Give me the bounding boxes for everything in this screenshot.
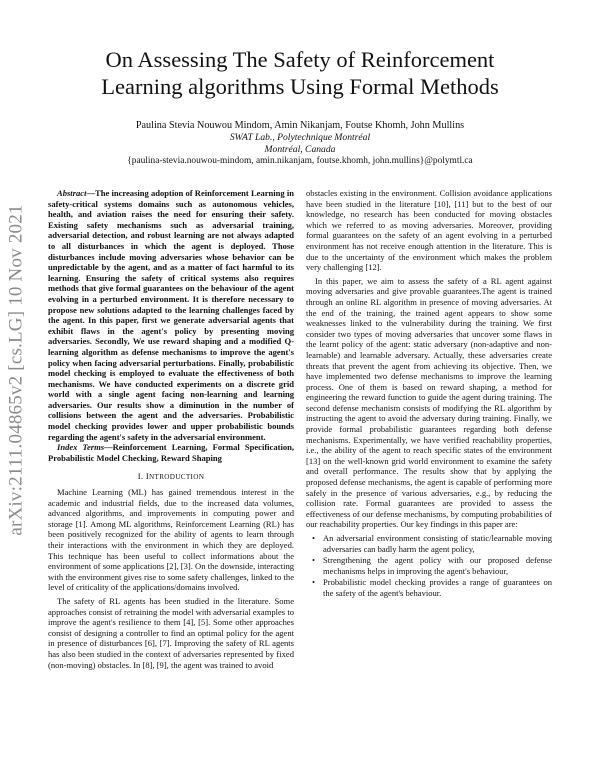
intro-paragraph-3: obstacles existing in the environment. Collision avoidance applications have been studied in the literature [10], [11] but to the best of our knowledge, no research has been conducted for moving obstacles which we referred to as moving adversaries. Moreover, providing formal guarantees on the safety of an agent evolving in a perturbed environment has not receive enough attention in the literature. This is due to the uncertainty of the environment which makes the problem very challenging [12].: [306, 188, 552, 273]
finding-item: • Probabilistic model checking provides a range of guarantees on the safety of the agent's behaviour.: [306, 577, 552, 598]
affiliation-lab: SWAT Lab., Polytechnique Montréal: [229, 132, 371, 143]
abstract: [48, 188, 294, 442]
index-terms-text: —Reinforcement Learning, Formal Specification, Probabilistic Model Checking, Reward Shaping: [48, 442, 294, 463]
affiliation: [60, 132, 540, 155]
arxiv-id-text: arXiv:2111.04865v2 [cs.LG] 10 Nov 2021: [6, 204, 28, 536]
finding-item: • Strengthening the agent policy with our proposed defense mechanisms helps in improving the agent's behaviour,: [306, 555, 552, 576]
index-terms-label: Index Terms: [57, 442, 105, 453]
section-title-rest: NTRODUCTION: [149, 473, 205, 482]
author-emails: {paulina-stevia.nouwou-mindom, amin.nikanjam, foutse.khomh, john.mullins}@polymtl.ca: [127, 156, 473, 166]
affiliation-location: Montréal, Canada: [264, 143, 336, 155]
intro-paragraph-1: Machine Learning (ML) has gained tremendous interest in the academic and industrial fields, due to the increased data volumes, advanced algorithms, and improvements in computing power and storage [1]. Among ML algorithms, Reinforcement Learning (RL) has been positively recognized for the ability of agents to learn through their interactions with the environment in which they are deployed. This technique has been useful to collect informations about the environment of some applications [2], [3]. On the downside, interacting with the environment gives rise to some safety challenges, linked to the level of criticality of the applications/domains involved.: [48, 487, 294, 593]
abstract-text: —The increasing adoption of Reinforcement Learning in safety-critical systems domains such as autonomous vehicles, health, and aviation raises the need for ensuring their safety. Existing safety mechanisms such as adversarial training, adversarial detection, and robust learning are not always adapted to all disturbances in which the agent is deployed. Those disturbances include moving adversaries whose behavior can be unpredictable by the agent, and as a matter of fact harmful to its learning. Ensuring the safety of critical systems also requires methods that give formal guarantees on the behaviour of the agent evolving in a perturbed environment. It is therefore necessary to propose new solutions adapted to the learning challenges faced by the agent. In this paper, first we generate adversarial agents that exhibit flaws in the agent's policy by presenting moving adversaries. Secondly, We use reward shaping and a modified Q-learning algorithm as defense mechanisms to improve the agent's policy when facing adversarial perturbations. Finally, probabilistic model checking is employed to evaluate the effectiveness of both mechanisms. We have conducted experiments on a discrete grid world with a single agent facing non-learning and learning adversaries. Our results show a diminution in the number of collisions between the agent and the adversaries. Probabilistic model checking provides lower and upper probabilistic bounds regarding the agent's safety in the adversarial environment.: [48, 188, 294, 442]
intro-paragraph-4: In this paper, we aim to assess the safety of a RL agent against moving adversaries and give provable guarantees.The agent is trained through an online RL algorithm in presence of moving adversaries. At the end of the training, the trained agent appears to show some weaknesses linked to the vulnerability during the training. We first consider two types of moving adversaries that uncover some flaws in the learnt policy of the agent: static adversary (non-adaptive and non-learnable) and learnable adversary. Actually, these adversaries create threats that prevent the agent from achieving its objective. Then, we have implemented two defense mechanisms to improve the learning process. One of them is based on reward shaping, a method for engineering the reward function to guide the agent during training. The second defense mechanism consists of modifying the RL algorithm by instructing the agent to avoid the adversary during training. Finally, we provide formal probabilistic guarantees regarding both defense mechanisms. Experimentally, we have verified reachability properties, i.e., the ability of the agent to reach specific states of the environment [13] on the well-known grid world environment to examine the safety and overall performance. The results show that by applying the proposed defense mechanisms, the agent is capable of performing more safely in the presence of various adversaries, e.g., by reducing the collision rate. Formal guarantees are provided to assess the effectiveness of our defense mechanisms, by computing probabilities of our reachability properties. Our key findings in this paper are:: [306, 275, 552, 530]
index-terms: [48, 442, 294, 463]
author-list: Paulina Stevia Nouwou Mindom, Amin Nikanjam, Foutse Khomh, John Mullins: [135, 120, 465, 131]
left-column: [48, 188, 294, 673]
paper-title: [60, 46, 540, 100]
section-initial: I: [145, 471, 150, 482]
section-numeral: I.: [137, 471, 144, 482]
key-findings-list: [306, 533, 552, 599]
abstract-label: Abstract: [57, 188, 87, 198]
finding-item: • An adversarial environment consisting of static/learnable moving adversaries can badly harm the agent policy,: [306, 533, 552, 554]
right-column: [306, 188, 552, 600]
arxiv-identifier: [2, 160, 32, 580]
section-heading-introduction: [48, 471, 294, 483]
title-line-1: On Assessing The Safety of Reinforcement: [105, 47, 495, 72]
title-line-2: Learning algorithms Using Formal Methods: [101, 74, 499, 99]
intro-paragraph-2: The safety of RL agents has been studied in the literature. Some approaches consist of retraining the model with adversarial examples to improve the agent's resilience to them [4], [5]. Some other approaches consist of designing a controller to find an optimal policy for the agent in presence of disturbances [6], [7]. Improving the safety of RL agents has also been studied in the context of adversaries represented by fixed (non-moving) obstacles. In [8], [9], the agent was trained to avoid: [48, 595, 294, 670]
